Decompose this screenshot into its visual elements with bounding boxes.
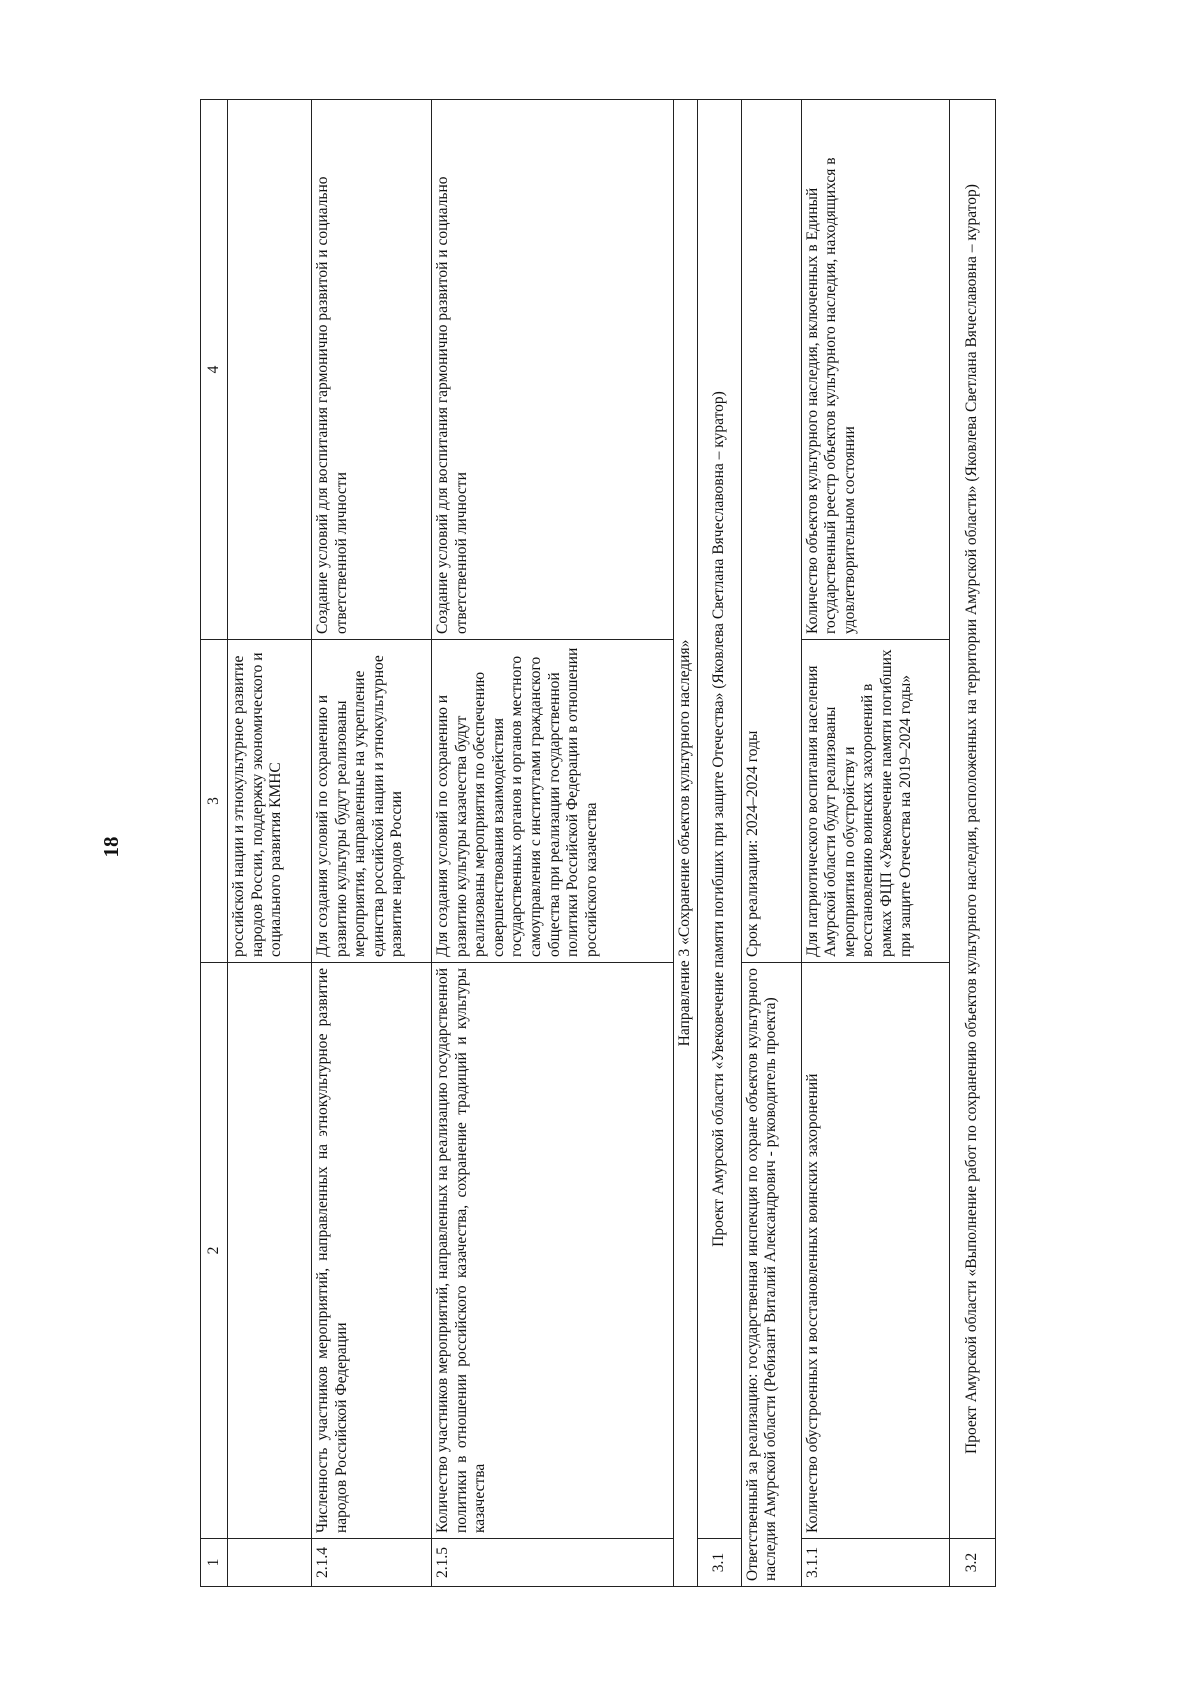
page-number: 18: [99, 836, 123, 858]
effect-cell: Создание условий для воспитания гармонично развитой и социально ответственной личности: [432, 100, 674, 640]
result-cell: Для создания условий по сохранению и развитию культуры казачества будут реализованы мероприятия по обеспечению совершенствования взаимодействия государственных органов и органов местного самоуправления с институтами гражданского общества при реализации государственной политики Российской Федерации в отношении российского казачества: [432, 640, 674, 963]
table-row-2-1-4: [312, 100, 432, 1587]
result-cell: Для патриотического воспитания населения Амурской области будут реализованы мероприятия по обустройству и восстановлению воинских захоронений в рамках ФЦП «Увековечение памяти погибших при защите Отечества на 2019–2024 годы»: [801, 640, 949, 963]
row-number: 3.1.1: [801, 1539, 949, 1587]
result-cell: Для создания условий по сохранению и развитию культуры будут реализованы мероприятия, направленные на укрепление единства российской нации и этнокультурное развитие народов России: [312, 640, 432, 963]
cont-effect: [228, 100, 312, 640]
row-number: 2.1.5: [432, 1539, 674, 1587]
indicator-cell: Количество обустроенных и восстановленных воинских захоронений: [801, 963, 949, 1539]
project-3-1-row: [697, 100, 741, 1587]
header-col-2: 2: [201, 963, 228, 1539]
row-number: 3.1: [697, 1539, 741, 1587]
indicator-cell: Численность участников мероприятий, направленных на этнокультурное развитие народов Российской Федерации: [312, 963, 432, 1539]
project-3-2-title: Проект Амурской области «Выполнение работ по сохранению объектов культурного наследия, расположенных на территории Амурской области» (Яковлева Светлана Вячеславовна – куратор): [949, 100, 995, 1539]
cont-indicator: [228, 963, 312, 1539]
direction-3-title: Направление 3 «Сохранение объектов культурного наследия»: [674, 100, 698, 1587]
table-row-3-1-1: [801, 100, 949, 1587]
effect-cell: Создание условий для воспитания гармонично развитой и социально ответственной личности: [312, 100, 432, 640]
project-3-1-title: Проект Амурской области «Увековечение памяти погибших при защите Отечества» (Яковлева Светлана Вячеславовна – куратор): [697, 100, 741, 1539]
continuation-row: [228, 100, 312, 1587]
project-3-1-responsible-row: [741, 100, 801, 1587]
project-3-1-responsible: Ответственный за реализацию: государственная инспекция по охране объектов культурного наследия Амурской области (Ребизант Виталий Александрович - руководитель проекта): [741, 963, 801, 1587]
rotated-table-container: [200, 100, 1118, 1587]
project-3-1-term: Срок реализации: 2024–2024 годы: [741, 100, 801, 963]
direction-row: [674, 100, 698, 1587]
project-3-2-row: [949, 100, 995, 1587]
indicator-cell: Количество участников мероприятий, направленных на реализацию государственной политики в отношении российского казачества, сохранение традиций и культуры казачества: [432, 963, 674, 1539]
header-row: [201, 100, 228, 1587]
header-col-1: 1: [201, 1539, 228, 1587]
indicators-table: [200, 99, 996, 1587]
row-number: 2.1.4: [312, 1539, 432, 1587]
effect-cell: Количество объектов культурного наследия, включенных в Единый государственный реестр объектов культурного наследия, находящихся в удовлетворительном состоянии: [801, 100, 949, 640]
header-col-4: 4: [201, 100, 228, 640]
cont-num: [228, 1539, 312, 1587]
row-number: 3.2: [949, 1539, 995, 1587]
header-col-3: 3: [201, 640, 228, 963]
table-row-2-1-5: [432, 100, 674, 1587]
cont-result: российской нации и этнокультурное развитие народов России, поддержку экономического и социального развития КМНС: [228, 640, 312, 963]
